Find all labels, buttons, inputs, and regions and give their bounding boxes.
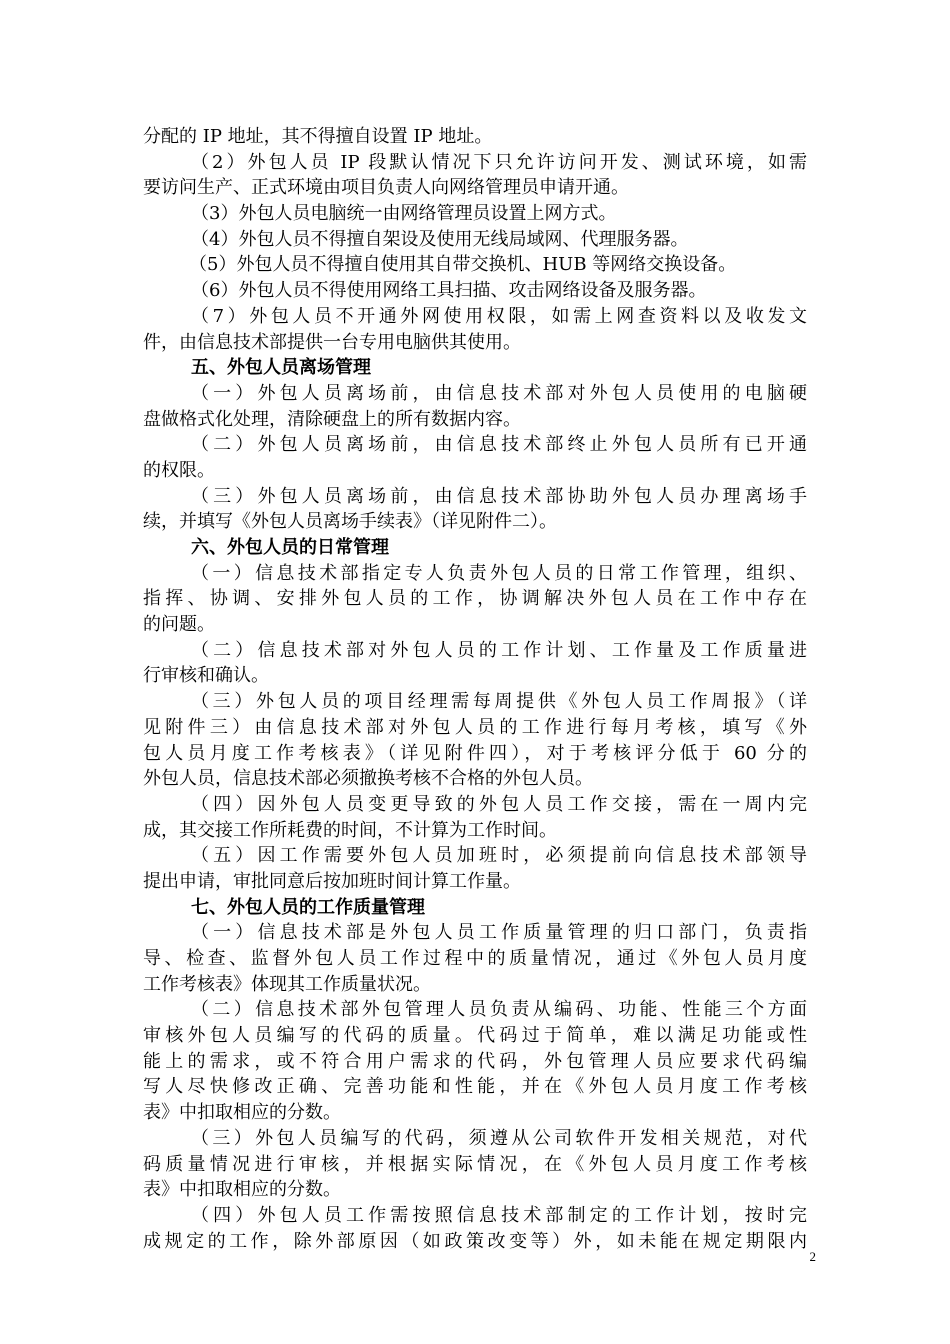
text-line: 的问题。	[143, 614, 215, 636]
text-line: （一）信息技术部指定专人负责外包人员的日常工作管理，组织、	[191, 562, 807, 584]
page-number: 2	[809, 1249, 816, 1264]
text-line: 工作考核表》体现其工作质量状况。	[143, 973, 431, 995]
text-line: （四）因外包人员变更导致的外包人员工作交接，需在一周内完	[191, 793, 807, 815]
text-line: 指挥、协调、安排外包人员的工作，协调解决外包人员在工作中存在	[143, 588, 807, 610]
text-line: 行审核和确认。	[143, 665, 269, 687]
text-line: （二）信息技术部对外包人员的工作计划、工作量及工作质量进	[191, 639, 807, 661]
text-line: 提出申请，审批同意后按加班时间计算工作量。	[143, 870, 521, 892]
text-line: 要访问生产、正式环境由项目负责人向网络管理员申请开通。	[143, 177, 629, 199]
text-line: （一）信息技术部是外包人员工作质量管理的归口部门，负责指	[191, 922, 807, 944]
text-line: 表》中扣取相应的分数。	[143, 1179, 341, 1201]
text-line: 分配的 IP 地址，其不得擅自设置 IP 地址。	[143, 126, 493, 147]
text-line: 审核外包人员编写的代码的质量。代码过于简单，难以满足功能或性	[143, 1025, 807, 1047]
text-line: （三）外包人员离场前，由信息技术部协助外包人员办理离场手	[191, 485, 807, 507]
text-line: （二）信息技术部外包管理人员负责从编码、功能、性能三个方面	[191, 999, 807, 1021]
text-line: 能上的需求，或不符合用户需求的代码，外包管理人员应要求代码编	[143, 1050, 807, 1072]
text-line: （6）外包人员不得使用网络工具扫描、攻击网络设备及服务器。	[191, 280, 707, 302]
text-line: 导、检查、监督外包人员工作过程中的质量情况，通过《外包人员月度	[143, 948, 807, 969]
text-line: （二）外包人员离场前，由信息技术部终止外包人员所有已开通	[191, 434, 807, 456]
section-heading: 七、外包人员的工作质量管理	[191, 896, 425, 918]
text-line: （三）外包人员的项目经理需每周提供《外包人员工作周报》（详	[191, 691, 807, 713]
text-line: （3）外包人员电脑统一由网络管理员设置上网方式。	[191, 203, 617, 225]
document-body	[143, 124, 807, 1254]
text-line: 见附件三）由信息技术部对外包人员的工作进行每月考核，填写《外	[143, 716, 807, 738]
section-heading: 六、外包人员的日常管理	[191, 537, 389, 558]
text-line: （四）外包人员工作需按照信息技术部制定的工作计划，按时完	[191, 1204, 807, 1226]
text-line: 包人员月度工作考核表》（详见附件四），对于考核评分低于 60 分的	[143, 742, 807, 764]
text-line: 成，其交接工作所耗费的时间，不计算为工作时间。	[143, 819, 557, 841]
text-line: 外包人员，信息技术部必须撤换考核不合格的外包人员。	[143, 768, 593, 790]
text-line: 表》中扣取相应的分数。	[143, 1102, 341, 1124]
text-line: （三）外包人员编写的代码，须遵从公司软件开发相关规范，对代	[191, 1127, 807, 1149]
text-line: （4）外包人员不得擅自架设及使用无线局域网、代理服务器。	[191, 228, 689, 250]
text-line: 续，并填写《外包人员离场手续表》（详见附件二）。	[143, 511, 557, 533]
text-line: （五）因工作需要外包人员加班时，必须提前向信息技术部领导	[191, 845, 807, 867]
text-line: （2）外包人员 IP 段默认情况下只允许访问开发、测试环境，如需	[191, 151, 807, 173]
text-line: 码质量情况进行审核，并根据实际情况，在《外包人员月度工作考核	[143, 1153, 807, 1175]
text-line: 的权限。	[143, 459, 215, 481]
text-line: （5）外包人员不得擅自使用其自带交换机、HUB 等网络交换设备。	[189, 254, 737, 276]
text-line: 盘做格式化处理，清除硬盘上的所有数据内容。	[143, 408, 521, 430]
text-line: 件，由信息技术部提供一台专用电脑供其使用。	[143, 331, 521, 353]
text-line: 写人尽快修改正确、完善功能和性能，并在《外包人员月度工作考核	[143, 1076, 807, 1098]
text-line: 成规定的工作，除外部原因（如政策改变等）外，如未能在规定期限内	[143, 1230, 807, 1252]
section-heading: 五、外包人员离场管理	[191, 357, 371, 379]
text-line: （7）外包人员不开通外网使用权限，如需上网查资料以及收发文	[191, 305, 807, 327]
text-line: （一）外包人员离场前，由信息技术部对外包人员使用的电脑硬	[191, 382, 807, 404]
